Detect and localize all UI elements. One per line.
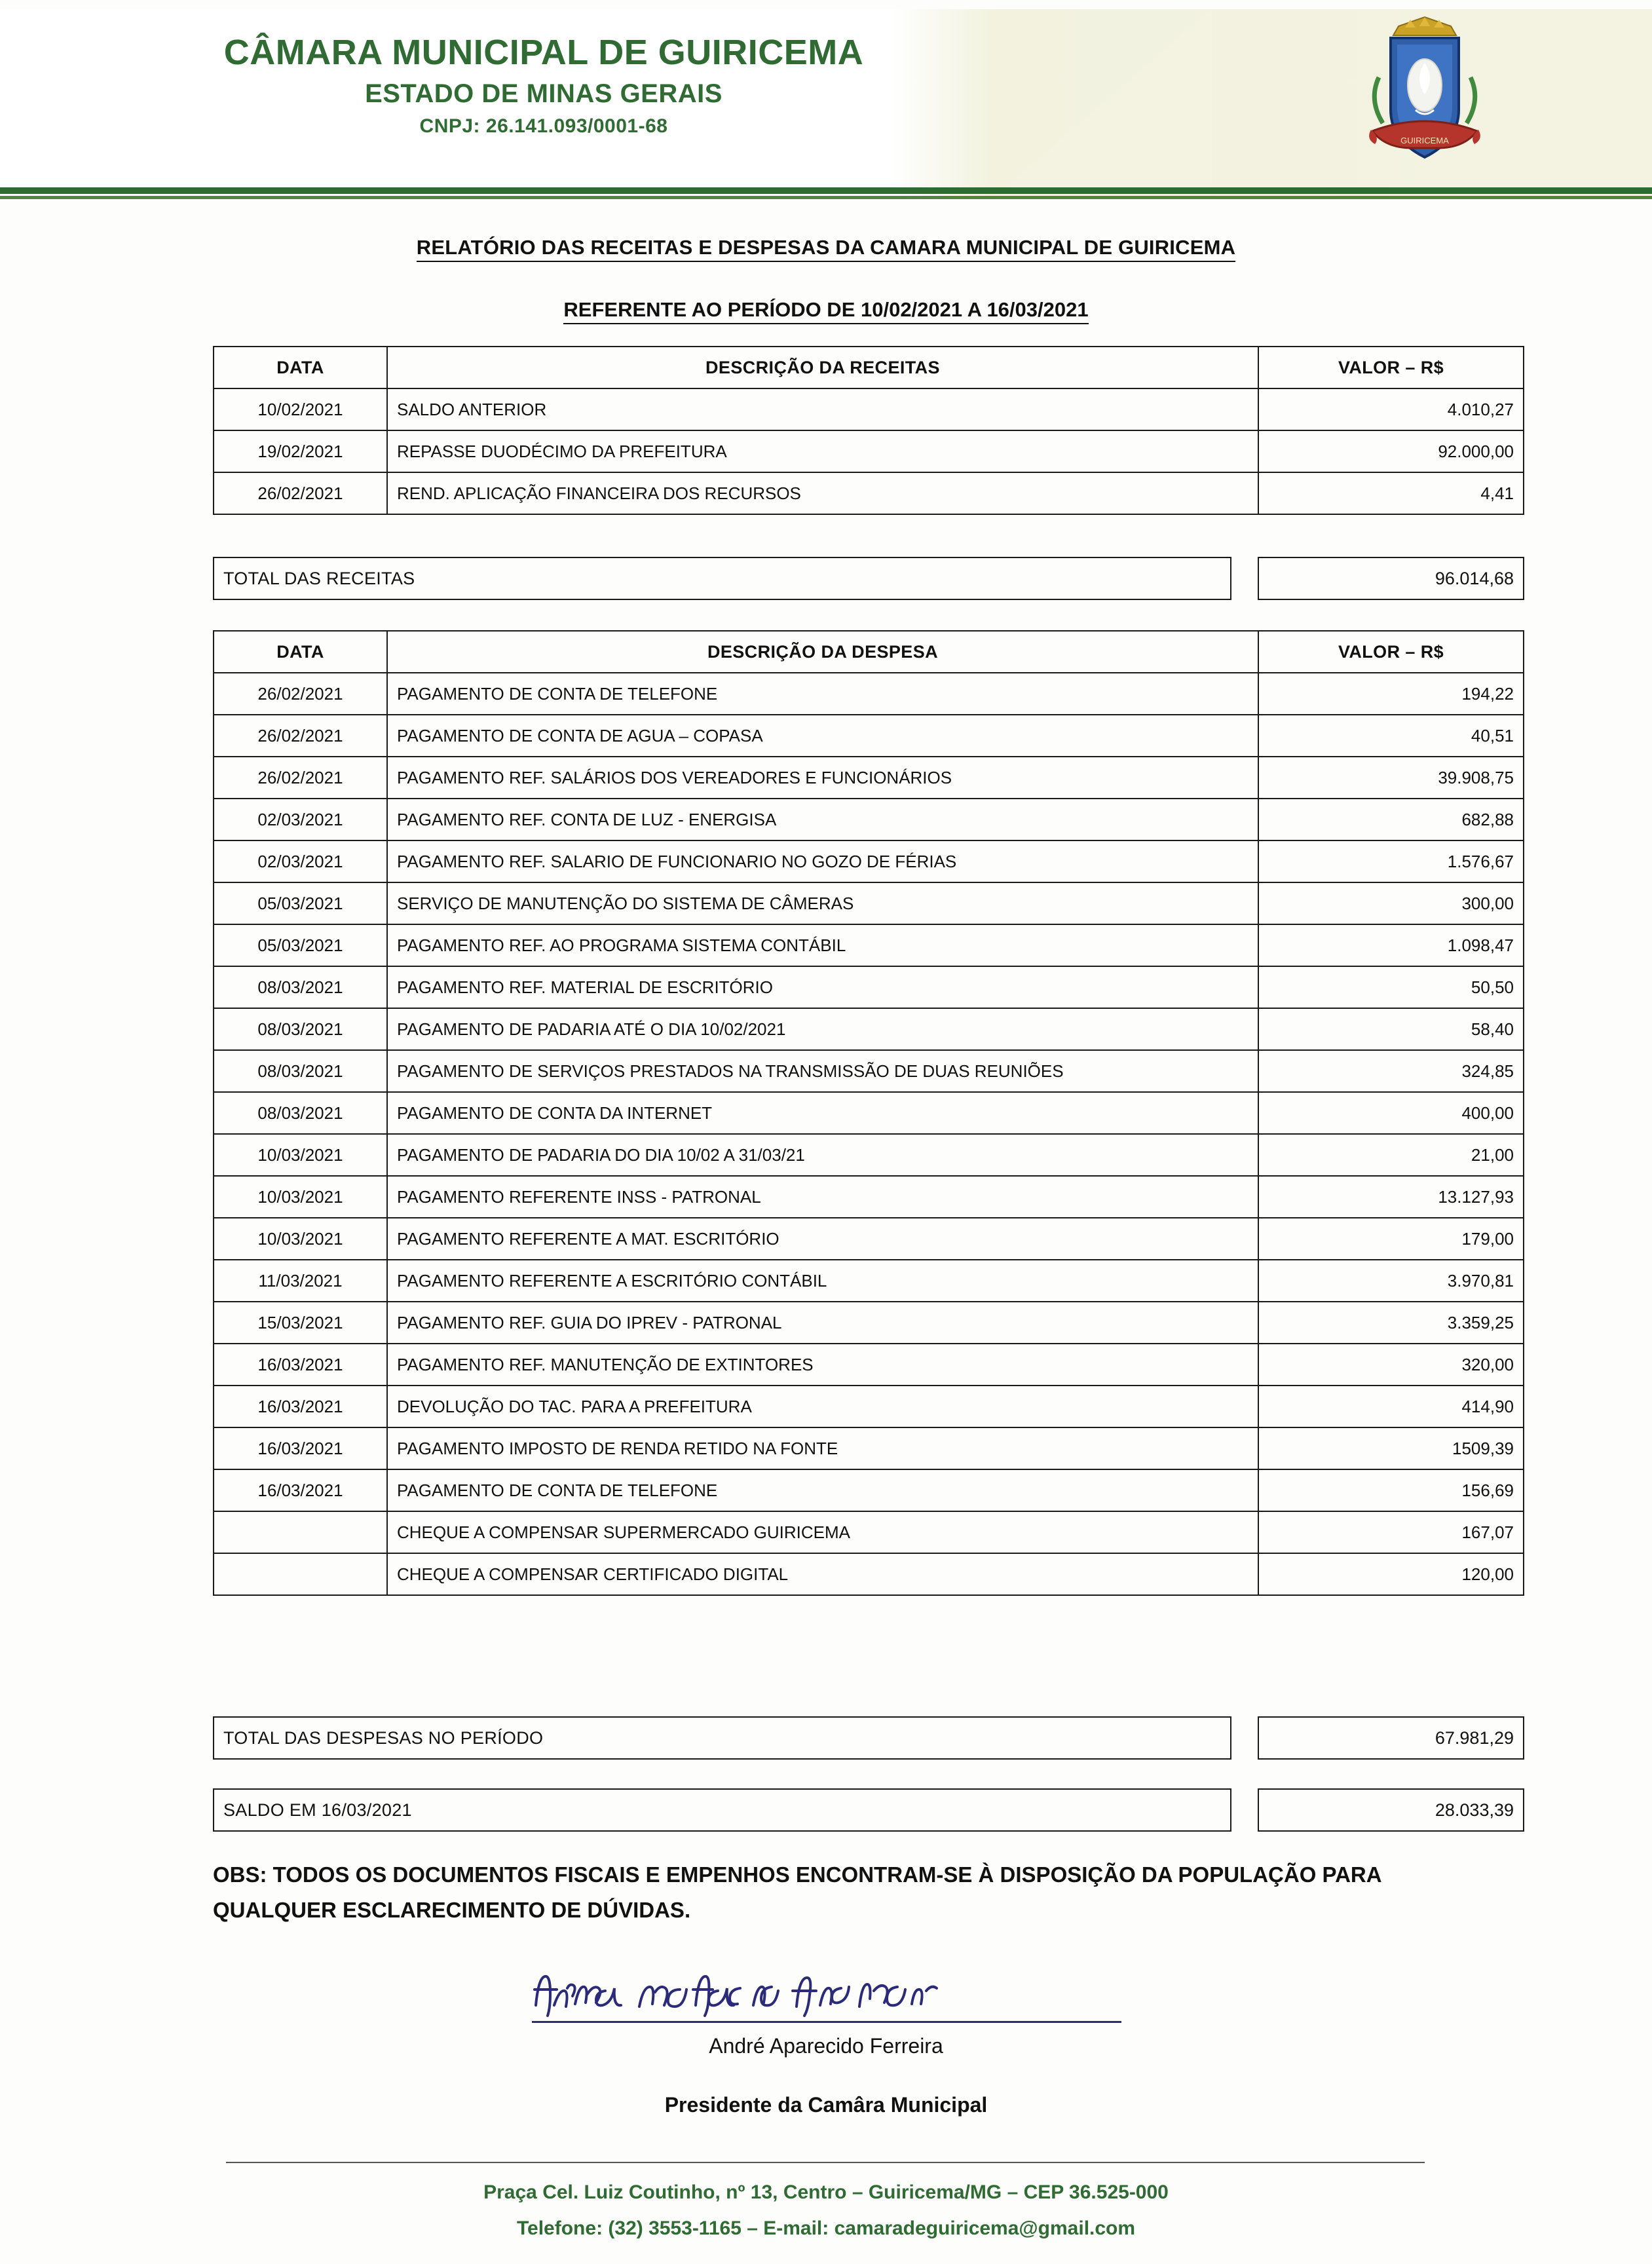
table-row (214, 430, 1524, 472)
cell-valor: 3.359,25 (1258, 1302, 1524, 1344)
cell-valor: 4,41 (1258, 472, 1524, 514)
table-row (214, 1008, 1524, 1050)
cell-descricao: PAGAMENTO DE CONTA DE TELEFONE (387, 1469, 1258, 1511)
cell-descricao: PAGAMENTO DE PADARIA DO DIA 10/02 A 31/03/21 (387, 1134, 1258, 1176)
cell-valor: 13.127,93 (1258, 1176, 1524, 1218)
cell-data (214, 1553, 387, 1595)
cell-descricao: PAGAMENTO REFERENTE A MAT. ESCRITÓRIO (387, 1218, 1258, 1260)
cell-descricao: PAGAMENTO REF. MATERIAL DE ESCRITÓRIO (387, 966, 1258, 1008)
cell-data: 16/03/2021 (214, 1386, 387, 1427)
table-row (214, 1553, 1524, 1595)
cell-descricao: SALDO ANTERIOR (387, 388, 1258, 430)
cell-valor: 167,07 (1258, 1511, 1524, 1553)
receitas-header-data: DATA (214, 347, 387, 388)
cell-valor: 21,00 (1258, 1134, 1524, 1176)
total-receitas-value: 96.014,68 (1258, 557, 1524, 599)
total-receitas-table (213, 557, 1524, 600)
cell-descricao: PAGAMENTO REF. SALÁRIOS DOS VEREADORES E FUNCIONÁRIOS (387, 757, 1258, 799)
report-title-text: RELATÓRIO DAS RECEITAS E DESPESAS DA CAMARA MUNICIPAL DE GUIRICEMA (417, 236, 1235, 262)
cell-descricao: PAGAMENTO REFERENTE INSS - PATRONAL (387, 1176, 1258, 1218)
report-subtitle (0, 298, 1652, 322)
cell-data: 16/03/2021 (214, 1469, 387, 1511)
signature-line (532, 2021, 1121, 2023)
total-receitas-label: TOTAL DAS RECEITAS (214, 557, 1231, 599)
cell-descricao: PAGAMENTO REFERENTE A ESCRITÓRIO CONTÁBIL (387, 1260, 1258, 1302)
total-despesas-table (213, 1716, 1524, 1760)
cell-descricao: PAGAMENTO DE CONTA DA INTERNET (387, 1092, 1258, 1134)
table-row (214, 799, 1524, 840)
cell-valor: 40,51 (1258, 715, 1524, 757)
table-row (214, 1511, 1524, 1553)
cell-data: 10/03/2021 (214, 1134, 387, 1176)
table-row (214, 924, 1524, 966)
saldo-table (213, 1788, 1524, 1832)
header-green-rule-secondary (0, 196, 1652, 199)
table-row (214, 1218, 1524, 1260)
cell-data: 16/03/2021 (214, 1427, 387, 1469)
cell-data: 02/03/2021 (214, 799, 387, 840)
cell-data: 26/02/2021 (214, 715, 387, 757)
coat-of-arms-icon (1359, 12, 1490, 176)
table-row (214, 715, 1524, 757)
total-despesas-value: 67.981,29 (1258, 1717, 1524, 1759)
table-row (214, 966, 1524, 1008)
cell-descricao: PAGAMENTO DE PADARIA ATÉ O DIA 10/02/2021 (387, 1008, 1258, 1050)
header-diagonal-accent (996, 9, 1212, 196)
receitas-header-descricao: DESCRIÇÃO DA RECEITAS (387, 347, 1258, 388)
table-header-row (214, 347, 1524, 388)
saldo-value: 28.033,39 (1258, 1789, 1524, 1831)
table-row (214, 840, 1524, 882)
receitas-table (213, 346, 1524, 515)
estado-title: ESTADO DE MINAS GERAIS (365, 79, 723, 108)
table-row (214, 1344, 1524, 1386)
total-row (214, 557, 1524, 599)
cell-valor: 92.000,00 (1258, 430, 1524, 472)
cell-descricao: PAGAMENTO DE SERVIÇOS PRESTADOS NA TRANSMISSÃO DE DUAS REUNIÕES (387, 1050, 1258, 1092)
cell-data: 26/02/2021 (214, 757, 387, 799)
cell-descricao: PAGAMENTO DE CONTA DE AGUA – COPASA (387, 715, 1258, 757)
footer-address: Praça Cel. Luiz Coutinho, nº 13, Centro – Guiricema/MG – CEP 36.525-000 (483, 2181, 1169, 2203)
handwritten-signature-icon (524, 1949, 1133, 2028)
cell-data (214, 1511, 387, 1553)
cell-data: 08/03/2021 (214, 1008, 387, 1050)
cell-descricao: PAGAMENTO REF. SALARIO DE FUNCIONARIO NO GOZO DE FÉRIAS (387, 840, 1258, 882)
cell-valor: 1509,39 (1258, 1427, 1524, 1469)
cell-data: 16/03/2021 (214, 1344, 387, 1386)
table-row (214, 388, 1524, 430)
despesas-header-data: DATA (214, 631, 387, 673)
cell-valor: 179,00 (1258, 1218, 1524, 1260)
cell-data: 08/03/2021 (214, 1050, 387, 1092)
table-row (214, 757, 1524, 799)
spacer (1231, 1717, 1258, 1759)
total-despesas-label: TOTAL DAS DESPESAS NO PERÍODO (214, 1717, 1231, 1759)
cnpj-title: CNPJ: 26.141.093/0001-68 (419, 115, 668, 137)
cell-valor: 58,40 (1258, 1008, 1524, 1050)
cell-valor: 120,00 (1258, 1553, 1524, 1595)
cell-descricao: PAGAMENTO DE CONTA DE TELEFONE (387, 673, 1258, 715)
total-row (214, 1717, 1524, 1759)
cell-descricao: PAGAMENTO REF. MANUTENÇÃO DE EXTINTORES (387, 1344, 1258, 1386)
cell-data: 19/02/2021 (214, 430, 387, 472)
report-title (0, 236, 1652, 259)
table-row (214, 1176, 1524, 1218)
header-green-rule (0, 187, 1652, 194)
cell-data: 10/02/2021 (214, 388, 387, 430)
table-row (214, 472, 1524, 514)
report-subtitle-text: REFERENTE AO PERÍODO DE 10/02/2021 A 16/03/2021 (563, 298, 1088, 324)
svg-text:GUIRICEMA: GUIRICEMA (1400, 136, 1449, 145)
cell-data: 15/03/2021 (214, 1302, 387, 1344)
table-row (214, 1260, 1524, 1302)
cell-valor: 4.010,27 (1258, 388, 1524, 430)
saldo-label: SALDO EM 16/03/2021 (214, 1789, 1231, 1831)
cell-data: 10/03/2021 (214, 1218, 387, 1260)
cell-data: 11/03/2021 (214, 1260, 387, 1302)
spacer (1231, 1789, 1258, 1831)
cell-valor: 194,22 (1258, 673, 1524, 715)
spacer (1231, 557, 1258, 599)
table-row (214, 1050, 1524, 1092)
cell-descricao: PAGAMENTO REF. GUIA DO IPREV - PATRONAL (387, 1302, 1258, 1344)
camara-title: CÂMARA MUNICIPAL DE GUIRICEMA (223, 33, 864, 72)
cell-valor: 300,00 (1258, 882, 1524, 924)
cell-descricao: PAGAMENTO REF. AO PROGRAMA SISTEMA CONTÁBIL (387, 924, 1258, 966)
cell-descricao: REND. APLICAÇÃO FINANCEIRA DOS RECURSOS (387, 472, 1258, 514)
table-row (214, 1469, 1524, 1511)
cell-data: 08/03/2021 (214, 966, 387, 1008)
cell-descricao: PAGAMENTO REF. CONTA DE LUZ - ENERGISA (387, 799, 1258, 840)
cell-valor: 39.908,75 (1258, 757, 1524, 799)
cell-data: 02/03/2021 (214, 840, 387, 882)
table-row (214, 673, 1524, 715)
cell-valor: 324,85 (1258, 1050, 1524, 1092)
table-row (214, 882, 1524, 924)
cell-data: 26/02/2021 (214, 673, 387, 715)
footer-contact: Telefone: (32) 3553-1165 – E-mail: camaradeguiricema@gmail.com (516, 2217, 1136, 2239)
observation-text: OBS: TODOS OS DOCUMENTOS FISCAIS E EMPENHOS ENCONTRAM-SE À DISPOSIÇÃO DA POPULAÇÃO PARA QUALQUER ESCLARECIMENTO DE DÚVIDAS. (213, 1862, 1381, 1923)
total-row (214, 1789, 1524, 1831)
signature-name: André Aparecido Ferreira (709, 2034, 943, 2058)
cell-valor: 400,00 (1258, 1092, 1524, 1134)
despesas-header-descricao: DESCRIÇÃO DA DESPESA (387, 631, 1258, 673)
table-row (214, 1092, 1524, 1134)
header-title-block (85, 34, 1002, 138)
cell-valor: 3.970,81 (1258, 1260, 1524, 1302)
signature-role: Presidente da Camâra Municipal (664, 2093, 988, 2117)
table-row (214, 1427, 1524, 1469)
cell-descricao: CHEQUE A COMPENSAR SUPERMERCADO GUIRICEMA (387, 1511, 1258, 1553)
cell-valor: 414,90 (1258, 1386, 1524, 1427)
cell-data: 26/02/2021 (214, 472, 387, 514)
despesas-table (213, 630, 1524, 1596)
cell-descricao: CHEQUE A COMPENSAR CERTIFICADO DIGITAL (387, 1553, 1258, 1595)
cell-descricao: PAGAMENTO IMPOSTO DE RENDA RETIDO NA FONTE (387, 1427, 1258, 1469)
table-row (214, 1302, 1524, 1344)
cell-valor: 682,88 (1258, 799, 1524, 840)
cell-data: 10/03/2021 (214, 1176, 387, 1218)
receitas-header-valor: VALOR – R$ (1258, 347, 1524, 388)
table-header-row (214, 631, 1524, 673)
cell-valor: 320,00 (1258, 1344, 1524, 1386)
cell-data: 08/03/2021 (214, 1092, 387, 1134)
cell-valor: 156,69 (1258, 1469, 1524, 1511)
footer-divider (226, 2162, 1425, 2163)
table-row (214, 1386, 1524, 1427)
despesas-header-valor: VALOR – R$ (1258, 631, 1524, 673)
document-header (0, 0, 1652, 197)
cell-descricao: REPASSE DUODÉCIMO DA PREFEITURA (387, 430, 1258, 472)
cell-valor: 50,50 (1258, 966, 1524, 1008)
table-row (214, 1134, 1524, 1176)
cell-data: 05/03/2021 (214, 882, 387, 924)
cell-data: 05/03/2021 (214, 924, 387, 966)
cell-valor: 1.576,67 (1258, 840, 1524, 882)
cell-descricao: DEVOLUÇÃO DO TAC. PARA A PREFEITURA (387, 1386, 1258, 1427)
cell-valor: 1.098,47 (1258, 924, 1524, 966)
cell-descricao: SERVIÇO DE MANUTENÇÃO DO SISTEMA DE CÂMERAS (387, 882, 1258, 924)
